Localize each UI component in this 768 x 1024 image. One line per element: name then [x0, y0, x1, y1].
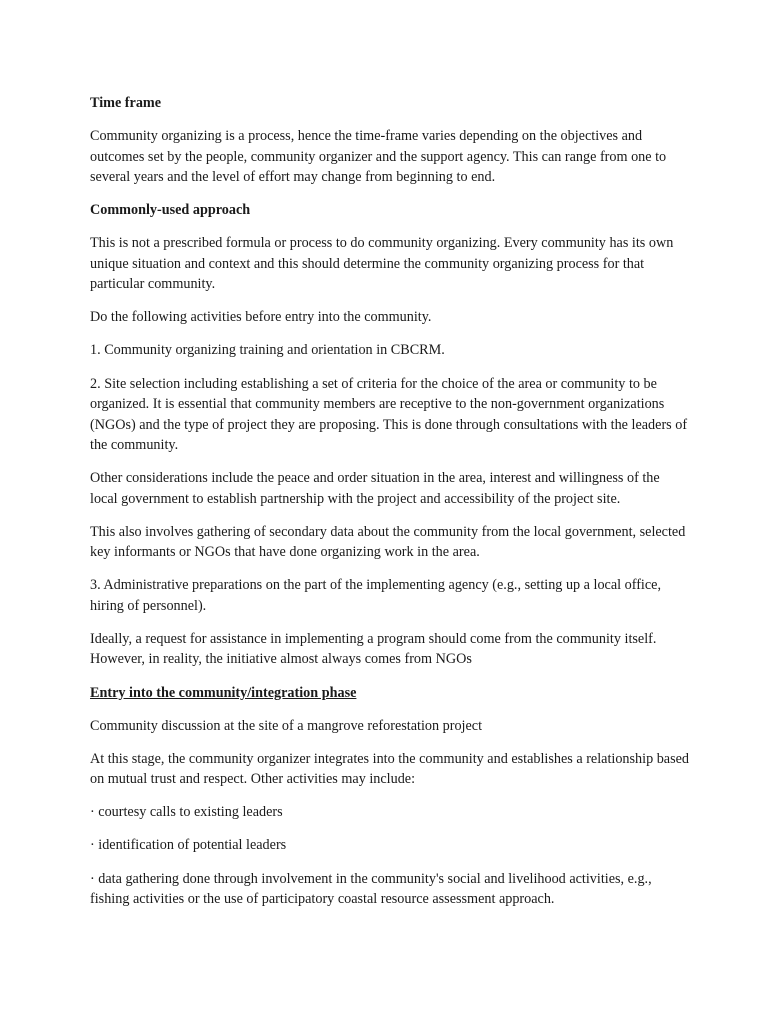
paragraph-activities-before-entry: Do the following activities before entry into the community.	[90, 309, 432, 326]
bullet-identification-leaders: · identification of potential leaders	[90, 837, 287, 854]
list-item-2: 2. Site selection including establishing a set of criteria for the choice of the area or community to be organized. It is essential that community members are receptive to the non-government organizations (NGOs) and the type of project they are proposing. This is done through consultations with the leaders of the community.	[90, 375, 688, 454]
paragraph-integration-stage: At this stage, the community organizer integrates into the community and establishes a relationship based on mutual trust and respect. Other activities may include:	[90, 750, 690, 788]
list-item-3: 3. Administrative preparations on the part of the implementing agency (e.g., setting up a local office, hiring of personnel).	[90, 577, 662, 614]
document-page	[90, 93, 690, 922]
heading-entry-integration: Entry into the community/integration phase	[90, 684, 357, 701]
heading-time-frame: Time frame	[90, 95, 162, 111]
heading-commonly-used-approach: Commonly-used approach	[90, 202, 251, 219]
paragraph-other-considerations: Other considerations include the peace and order situation in the area, interest and willingness of the local government to establish partnership with the project and accessibility of the project site.	[90, 470, 660, 507]
paragraph-community-discussion: Community discussion at the site of a mangrove reforestation project	[90, 717, 483, 734]
bullet-data-gathering: · data gathering done through involvement in the community's social and livelihood activities, e.g., fishing activities or the use of participatory coastal resource assessment approach.	[90, 870, 652, 907]
paragraph-approach: This is not a prescribed formula or process to do community organizing. Every community has its own unique situation and context and this should determine the community organizing process for that particular community.	[90, 235, 674, 293]
paragraph-secondary-data: This also involves gathering of secondary data about the community from the local government, selected key informants or NGOs that have done organizing work in the area.	[90, 523, 686, 561]
bullet-courtesy-calls: · courtesy calls to existing leaders	[90, 804, 283, 821]
paragraph-time-frame: Community organizing is a process, hence the time-frame varies depending on the objectives and outcomes set by the people, community organizer and the support agency. This can range from one to several years and the level of effort may change from beginning to end.	[90, 128, 667, 186]
paragraph-request-assistance: Ideally, a request for assistance in implementing a program should come from the community itself. However, in reality, the initiative almost always comes from NGOs	[90, 630, 657, 668]
list-item-1: 1. Community organizing training and orientation in CBCRM.	[90, 342, 445, 359]
